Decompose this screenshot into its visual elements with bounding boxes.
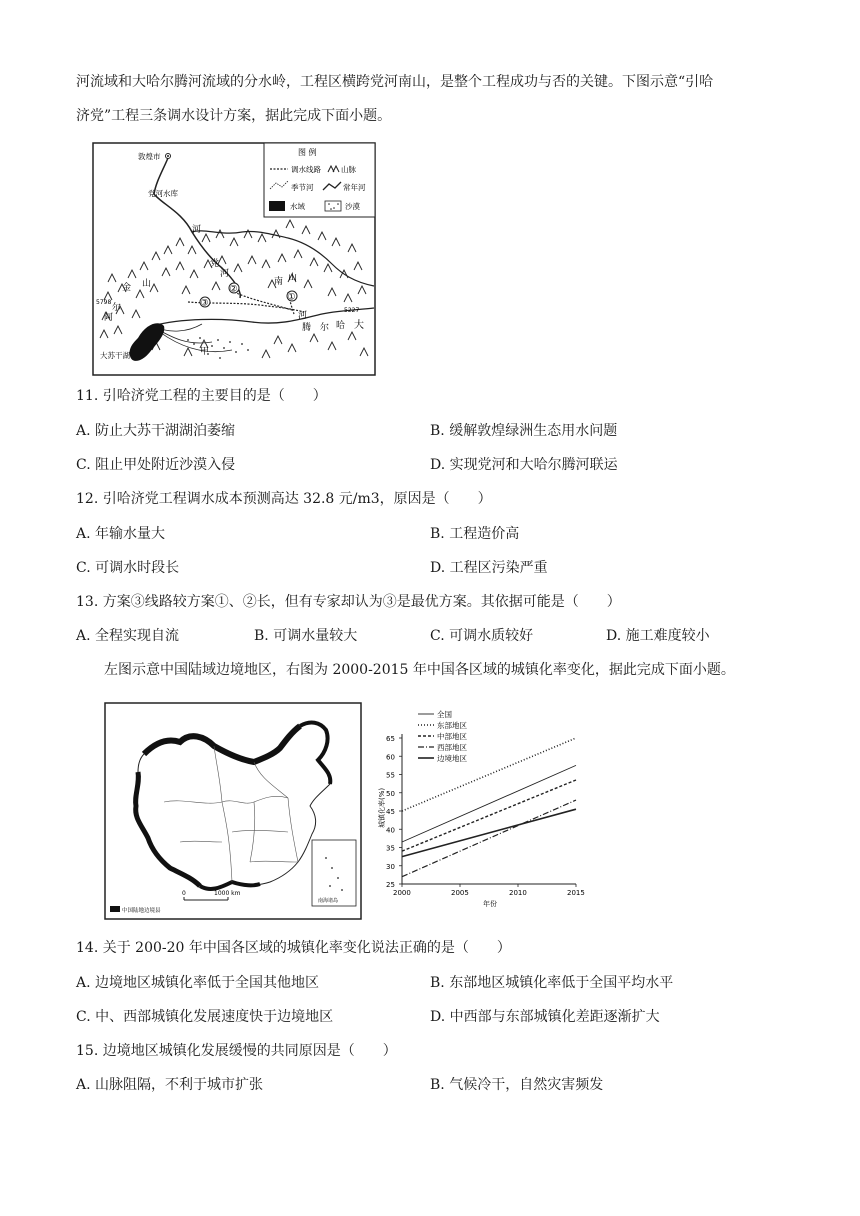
series-line xyxy=(402,800,576,877)
y-tick-label: 45 xyxy=(386,808,395,816)
legend-entry: 西部地区 xyxy=(437,743,467,752)
legend-entry: 边境地区 xyxy=(437,754,467,763)
y-tick-label: 25 xyxy=(386,881,395,889)
q11-option-d: D. 实现党河和大哈尔腾河联运 xyxy=(430,457,618,473)
legend-entry: 中部地区 xyxy=(437,732,467,741)
q13-stem: 13. 方案③线路较方案①、②长，但有专家却认为③是最优方案。其依据可能是（ ） xyxy=(76,594,621,610)
label-he-2: 河 xyxy=(298,311,308,321)
label-teng: 腾 xyxy=(302,323,312,333)
reservoir-label: 党河水库 xyxy=(148,189,178,198)
q11-option-a: A. 防止大苏干湖湖泊萎缩 xyxy=(76,423,236,439)
legend-title: 图 例 xyxy=(298,148,317,157)
river-label: 河 xyxy=(192,225,202,235)
series-line xyxy=(402,765,576,842)
legend-entry: 东部地区 xyxy=(437,721,467,730)
label-peak-2: 5798 xyxy=(96,299,112,306)
q15-option-b: B. 气候冷干，自然灾害频发 xyxy=(430,1077,604,1093)
q12-option-d: D. 工程区污染严重 xyxy=(430,560,548,576)
label-dang: 党 xyxy=(210,259,220,269)
x-tick-label: 2000 xyxy=(393,889,411,897)
q14-option-b: B. 东部地区城镇化率低于全国平均水平 xyxy=(430,975,674,991)
x-tick-label: 2005 xyxy=(451,889,469,897)
legend-route: 调水线路 xyxy=(291,165,321,174)
label-ha: 哈 xyxy=(336,321,346,331)
q14-stem: 14. 关于 200-20 年中国各区域的城镇化率变化说法正确的是（ ） xyxy=(76,940,511,956)
legend-mountain: 山脉 xyxy=(341,165,356,174)
x-axis-label: 年份 xyxy=(483,900,497,908)
y-tick-label: 40 xyxy=(386,826,395,835)
inset-label: 南海诸岛 xyxy=(318,898,339,904)
q13-option-a: A. 全程实现自流 xyxy=(76,628,180,644)
label-er-2: 尔 xyxy=(320,323,330,333)
y-tick-label: 55 xyxy=(386,771,395,780)
label-er: 尔 xyxy=(112,303,122,313)
label-shan-2: 山 xyxy=(142,279,152,289)
label-he-1: 河 xyxy=(220,269,230,279)
q13-option-c: C. 可调水质较好 xyxy=(430,628,534,644)
intro-2: 左图示意中国陆域边境地区，右图为 2000-2015 年中国各区域的城镇化率变化，据此完成下面小题。 xyxy=(104,662,735,678)
q13-option-d: D. 施工难度较小 xyxy=(606,628,710,644)
q14-option-c: C. 中、西部城镇化发展速度快于边境地区 xyxy=(76,1009,334,1025)
lake-label: 大苏干湖 xyxy=(100,351,130,360)
legend-entry: 全国 xyxy=(437,710,452,719)
y-tick-label: 60 xyxy=(386,753,395,762)
diversion-project-map xyxy=(92,142,376,376)
q14-option-d: D. 中西部与东部城镇化差距逐渐扩大 xyxy=(430,1009,660,1025)
scale-zero: 0 xyxy=(182,890,186,897)
city-label: 敦煌市 xyxy=(138,152,161,161)
label-nan: 南 xyxy=(274,277,284,287)
legend-seasonal: 季节河 xyxy=(291,183,314,192)
q14-option-a: A. 边境地区城镇化率低于全国其他地区 xyxy=(76,975,320,991)
route-3-label: ③ xyxy=(200,298,209,309)
legend-water: 水域 xyxy=(290,202,305,211)
q12-option-b: B. 工程造价高 xyxy=(430,526,520,542)
label-peak: 5227 xyxy=(344,307,360,314)
scale-length: 1000 km xyxy=(214,890,241,897)
map2-legend: 中国陆地边境县 xyxy=(122,908,161,914)
y-tick-label: 35 xyxy=(386,844,395,853)
q12-option-c: C. 可调水时段长 xyxy=(76,560,180,576)
y-tick-label: 65 xyxy=(386,735,395,743)
y-axis-label: 城镇化率(%) xyxy=(378,787,386,828)
label-a: 阿 xyxy=(104,313,114,323)
label-jin: 金 xyxy=(122,283,132,293)
legend-perennial: 常年河 xyxy=(343,183,366,192)
q15-stem: 15. 边境地区城镇化发展缓慢的共同原因是（ ） xyxy=(76,1043,397,1059)
route-1-label: ① xyxy=(287,292,296,303)
route-2-label: ② xyxy=(229,284,238,295)
x-tick-label: 2015 xyxy=(567,889,585,897)
x-tick-label: 2010 xyxy=(509,889,527,897)
map-legend xyxy=(264,143,375,217)
label-shan: 山 xyxy=(288,273,298,283)
q12-option-a: A. 年输水量大 xyxy=(76,526,166,542)
q13-option-b: B. 可调水量较大 xyxy=(254,628,358,644)
china-border-map xyxy=(104,702,362,920)
q12-stem: 12. 引哈济党工程调水成本预测高达 32.8 元/m3，原因是（ ） xyxy=(76,491,492,507)
label-da: 大 xyxy=(354,320,364,331)
jia-label: 甲 xyxy=(200,347,210,357)
q15-option-a: A. 山脉阻隔，不利于城市扩张 xyxy=(76,1077,264,1093)
q11-stem: 11. 引哈济党工程的主要目的是（ ） xyxy=(76,388,327,404)
legend-desert: 沙漠 xyxy=(345,202,360,211)
q11-option-c: C. 阻止甲处附近沙漠入侵 xyxy=(76,457,236,473)
y-tick-label: 50 xyxy=(386,789,395,798)
intro-line-1: 河流域和大哈尔腾河流域的分水岭，工程区横跨党河南山，是整个工程成功与否的关键。下图示意“引哈 xyxy=(76,74,714,90)
urbanization-chart xyxy=(376,702,598,914)
y-tick-label: 30 xyxy=(386,862,395,871)
intro-line-2: 济党”工程三条调水设计方案，据此完成下面小题。 xyxy=(76,108,392,124)
series-line xyxy=(402,809,576,856)
series-line xyxy=(402,738,576,811)
q11-option-b: B. 缓解敦煌绿洲生态用水问题 xyxy=(430,423,618,439)
